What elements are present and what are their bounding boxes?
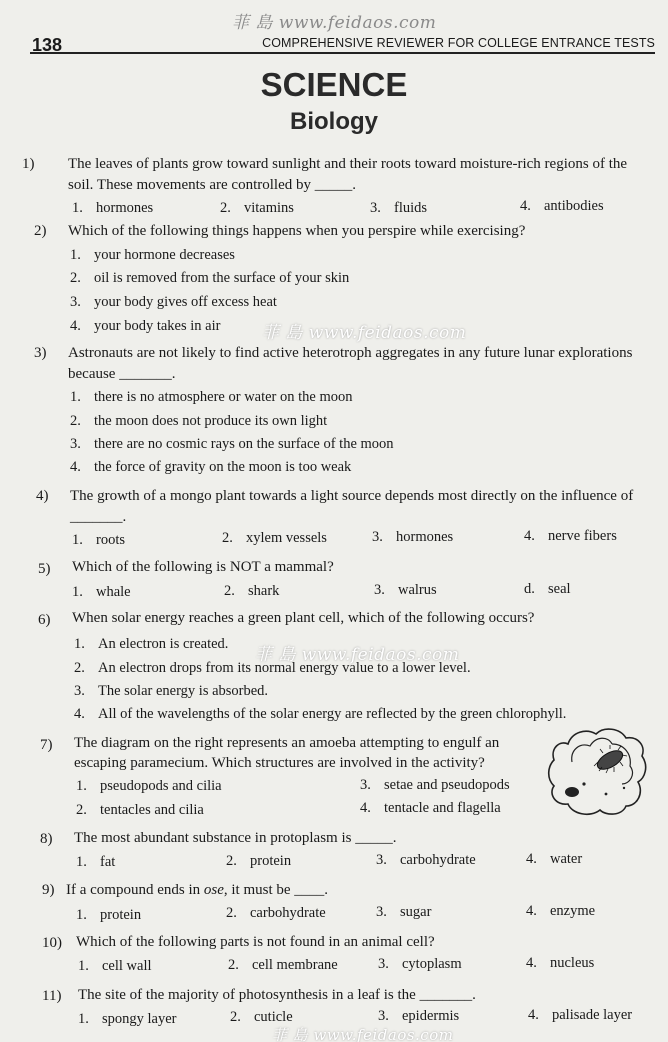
option-text: xylem vessels (246, 530, 327, 546)
question-number: 4) (36, 488, 49, 504)
option-3 (378, 955, 462, 973)
option-text: your hormone decreases (94, 247, 235, 263)
option-label: 3. (376, 904, 387, 920)
page-header (30, 34, 655, 54)
option-label: 1. (72, 584, 83, 600)
option-label: 2. (76, 802, 87, 818)
option-text: cuticle (254, 1009, 293, 1025)
section-title: SCIENCE (260, 66, 408, 103)
option-text: antibodies (544, 198, 604, 214)
option-1 (70, 246, 235, 264)
option-text: The solar energy is absorbed. (98, 683, 269, 699)
option-label: 1. (72, 200, 83, 216)
option-4 (70, 317, 220, 335)
option-text: hormones (96, 200, 154, 216)
option-label: 1. (70, 389, 81, 405)
option-4 (526, 902, 595, 920)
option-label: 1. (78, 1011, 89, 1027)
option-text: carbohydrate (250, 905, 326, 921)
option-label: 1. (74, 636, 85, 652)
option-1 (78, 957, 152, 975)
amoeba-outline (549, 729, 646, 814)
option-1 (72, 583, 131, 601)
option-2 (230, 1008, 293, 1026)
option-2 (226, 904, 326, 922)
option-label: 3. (74, 683, 85, 699)
option-1 (78, 1010, 177, 1028)
option-label: 2. (230, 1009, 241, 1025)
option-text: cytoplasm (402, 956, 462, 972)
running-head: COMPREHENSIVE REVIEWER FOR COLLEGE ENTRANCE TESTS (262, 36, 655, 50)
question-text: Which of the following is NOT a mammal? (72, 559, 334, 575)
option-text: your body takes in air (94, 318, 221, 334)
food-vacuole (623, 787, 625, 789)
option-label: 4. (528, 1007, 539, 1023)
option-label: 3. (370, 200, 381, 216)
question-number: 11) (42, 988, 62, 1004)
option-text: cell wall (102, 958, 152, 974)
option-2 (70, 269, 349, 287)
question-number: 7) (40, 737, 53, 753)
option-text: All of the wavelengths of the solar energy are reflected by the green chlorophyll. (98, 706, 567, 722)
option-4 (526, 850, 582, 868)
question-text: When solar energy reaches a green plant cell, which of the following occurs? (72, 610, 535, 626)
option-3 (372, 528, 453, 546)
question-text: because _______. (68, 366, 176, 382)
question-text (66, 881, 328, 899)
option-text: enzyme (550, 903, 596, 919)
option-text: tentacles and cilia (100, 802, 204, 818)
option-text: cell membrane (252, 957, 338, 973)
question-text: Astronauts are not likely to find active heterotroph aggregates in any future lunar explorations (68, 345, 633, 361)
option-3 (70, 435, 394, 453)
option-1 (72, 531, 125, 549)
option-3 (378, 1007, 459, 1025)
option-2 (70, 412, 327, 430)
paramecium (594, 747, 625, 773)
question-text: escaping paramecium. Which structures are involved in the activity? (74, 755, 485, 771)
option-text: vitamins (244, 200, 294, 216)
question-text: The leaves of plants grow toward sunlight and their roots toward moisture-rich regions of the (68, 156, 628, 172)
question-text-part: , it must be ____. (223, 882, 329, 898)
option-label: 2. (70, 270, 81, 286)
option-text: protein (250, 853, 292, 869)
option-label: 2. (226, 905, 237, 921)
option-1 (76, 777, 222, 795)
option-label: 3. (376, 852, 387, 868)
option-4 (526, 954, 594, 972)
option-text: spongy layer (102, 1011, 177, 1027)
option-label: 2. (220, 200, 231, 216)
option-text: hormones (396, 529, 454, 545)
option-label: 1. (78, 958, 89, 974)
option-text: setae and pseudopods (384, 777, 510, 793)
option-text: seal (548, 581, 571, 597)
option-1 (72, 199, 153, 217)
option-4 (524, 527, 617, 545)
option-3 (374, 581, 437, 599)
option-label: 3. (70, 436, 81, 452)
option-text: oil is removed from the surface of your skin (94, 270, 350, 286)
option-label: 2. (226, 853, 237, 869)
option-3 (70, 293, 277, 311)
option-2 (226, 852, 291, 870)
watermark-top: 菲 島 www.feidaos.com (232, 13, 437, 33)
option-label: 2. (74, 660, 85, 676)
option-text: palisade layer (552, 1007, 633, 1023)
option-text: tentacle and flagella (384, 800, 501, 816)
question-text: Which of the following things happens when you perspire while exercising? (68, 223, 526, 239)
food-vacuole (605, 793, 608, 796)
question-number: 6) (38, 612, 51, 628)
option-text: walrus (398, 582, 437, 598)
question-text: The site of the majority of photosynthesis in a leaf is the _______. (78, 987, 476, 1003)
option-label: 4. (70, 318, 81, 334)
amoeba-paramecium-diagram (546, 722, 650, 818)
question-number: 3) (34, 345, 47, 361)
option-label: 4. (74, 706, 85, 722)
option-4 (520, 197, 604, 215)
option-text: fat (100, 854, 116, 870)
option-text: water (550, 851, 583, 867)
option-text: your body gives off excess heat (94, 294, 277, 310)
food-vacuole (582, 782, 585, 785)
option-3 (376, 851, 476, 869)
option-text: the force of gravity on the moon is too weak (94, 459, 352, 475)
option-4 (74, 705, 566, 723)
question-text: Which of the following parts is not found in an animal cell? (76, 934, 435, 950)
option-label: 2. (228, 957, 239, 973)
option-label: 4. (520, 198, 531, 214)
option-label: 3. (378, 956, 389, 972)
option-3 (360, 776, 510, 794)
option-text: An electron drops from its normal energy value to a lower level. (98, 660, 471, 676)
option-label: 1. (72, 532, 83, 548)
option-text: whale (96, 584, 131, 600)
question-number: 10) (42, 935, 62, 951)
question-text: The growth of a mongo plant towards a light source depends most directly on the influence of (70, 488, 634, 504)
option-label: 1. (70, 247, 81, 263)
question-number: 2) (34, 223, 47, 239)
option-label: 4. (70, 459, 81, 475)
option-label: 4. (526, 903, 537, 919)
option-text: carbohydrate (400, 852, 476, 868)
option-label: 3. (70, 294, 81, 310)
option-text: protein (100, 907, 142, 923)
option-label: 3. (360, 777, 371, 793)
option-2 (228, 956, 338, 974)
option-1 (76, 853, 115, 871)
question-text: soil. These movements are controlled by _____. (68, 177, 356, 193)
question-number: 8) (40, 831, 53, 847)
option-label: 4. (526, 851, 537, 867)
option-label: 2. (222, 530, 233, 546)
option-text: nucleus (550, 955, 595, 971)
option-4 (70, 458, 351, 476)
option-label: d. (524, 581, 535, 597)
page-number: 138 (32, 35, 63, 55)
option-text: pseudopods and cilia (100, 778, 222, 794)
watermark-middle-2: 菲 島 www.feidaos.com (255, 645, 460, 665)
option-3 (376, 903, 431, 921)
option-text: fluids (394, 200, 428, 216)
option-label: 2. (70, 413, 81, 429)
option-text: the moon does not produce its own light (94, 413, 328, 429)
section-subtitle: Biology (290, 108, 378, 135)
option-label: 3. (372, 529, 383, 545)
option-2 (222, 529, 327, 547)
option-1 (76, 906, 141, 924)
option-text: there is no atmosphere or water on the moon (94, 389, 353, 405)
option-text: nerve fibers (548, 528, 617, 544)
option-label: 3. (374, 582, 385, 598)
amoeba-nucleus (565, 787, 579, 797)
option-2 (76, 801, 204, 819)
option-label: 2. (224, 583, 235, 599)
option-4 (360, 799, 501, 817)
option-text: An electron is created. (98, 636, 229, 652)
question-number: 1) (22, 156, 35, 172)
option-text: sugar (400, 904, 432, 920)
option-4 (524, 580, 571, 598)
option-3 (74, 682, 268, 700)
option-label: 1. (76, 854, 87, 870)
italic-term: ose (203, 882, 224, 898)
watermark-bottom: 菲 島 www.feidaos.com (272, 1026, 454, 1042)
question-text-part: If a compound ends in (66, 882, 204, 898)
option-text: there are no cosmic rays on the surface of the moon (94, 436, 394, 452)
option-2 (74, 659, 471, 677)
option-3 (370, 199, 427, 217)
watermark-middle-1: 菲 島 www.feidaos.com (262, 323, 467, 343)
question-text: The most abundant substance in protoplasm is _____. (74, 830, 397, 846)
option-label: 3. (378, 1008, 389, 1024)
question-text: The diagram on the right represents an amoeba attempting to engulf an (74, 735, 500, 751)
option-label: 4. (524, 528, 535, 544)
option-2 (224, 582, 279, 600)
option-4 (528, 1006, 632, 1024)
option-label: 1. (76, 907, 87, 923)
option-label: 1. (76, 778, 87, 794)
option-1 (70, 388, 353, 406)
option-text: shark (248, 583, 280, 599)
option-text: roots (96, 532, 125, 548)
option-1 (74, 635, 228, 653)
option-2 (220, 199, 294, 217)
option-label: 4. (360, 800, 371, 816)
question-number: 5) (38, 561, 51, 577)
option-text: epidermis (402, 1008, 460, 1024)
question-text: _______. (70, 509, 127, 525)
option-label: 4. (526, 955, 537, 971)
question-number: 9) (42, 882, 55, 898)
